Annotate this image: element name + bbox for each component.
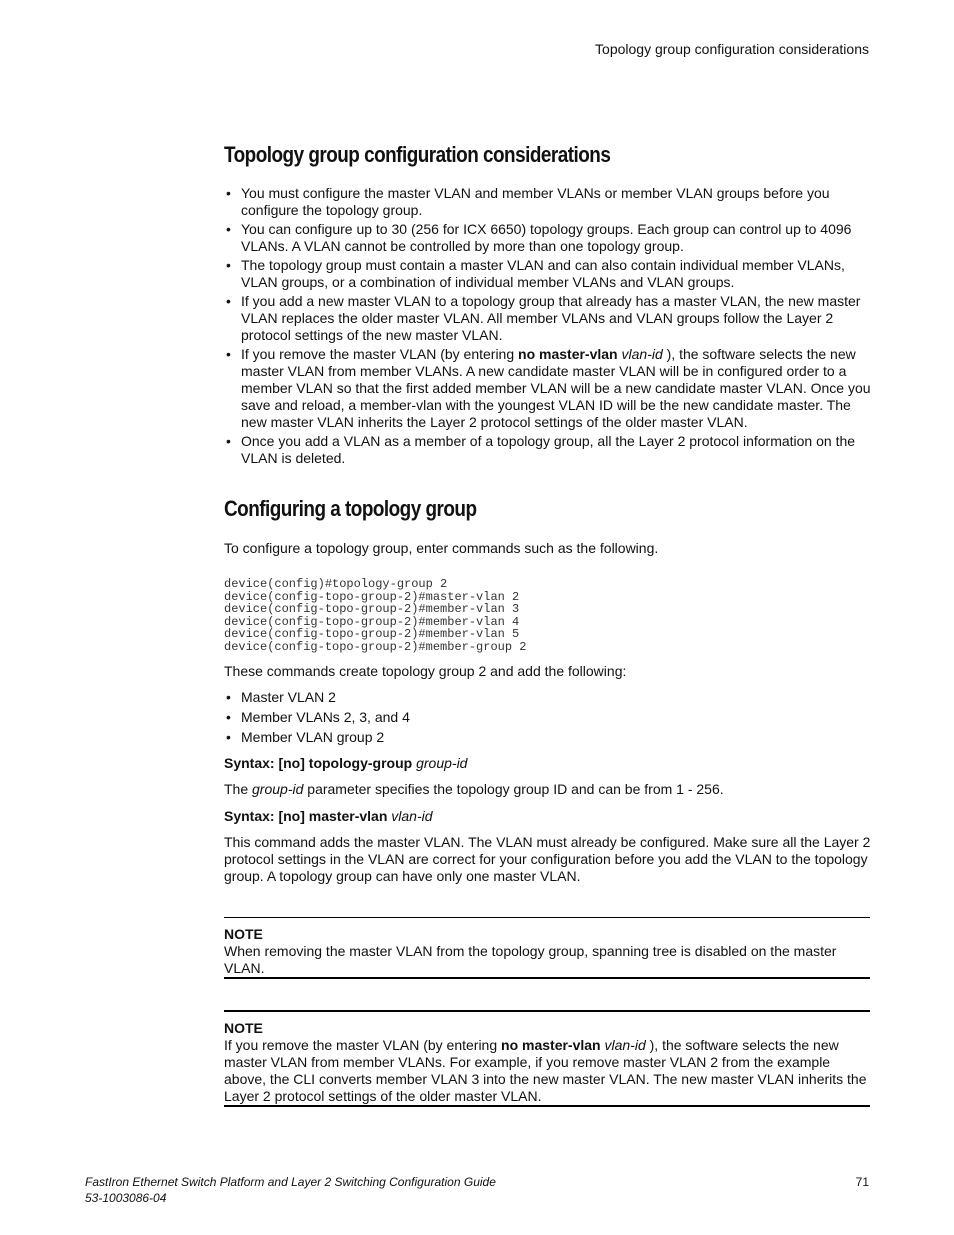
code-line: device(config-topo-group-2)#master-vlan 2: [224, 589, 520, 604]
running-header: Topology group configuration considerations: [595, 41, 869, 57]
footer-doc-number: 53-1003086-04: [85, 1191, 167, 1205]
considerations-list: [224, 185, 872, 467]
list-item: • Member VLAN group 2: [224, 729, 872, 746]
created-items-list: [224, 689, 872, 746]
syntax-master-vlan: [224, 808, 433, 825]
list-item-text: ), the software selects the new master VLAN from member VLANs. A new candidate master VLAN will be in configured order to a member VLAN so that the first added member VLAN will be a new candidate master VLAN. Once you save and reload, a member-vlan with the youngest VLAN ID will be the new candidate master. The new master VLAN inherits the Layer 2 protocol settings of the older master VLAN.: [241, 346, 871, 430]
list-item: • You must configure the master VLAN and member VLANs or member VLAN groups before you configure the topology group.: [224, 185, 872, 219]
note-top-rule: [224, 917, 870, 918]
syntax-command: Syntax: [no] master-vlan: [224, 808, 388, 824]
list-item: • The topology group must contain a master VLAN and can also contain individual member VLANs, VLAN groups, or a combination of individual member VLANs and VLAN groups.: [224, 257, 872, 291]
list-item: [224, 346, 872, 431]
note-title: NOTE: [224, 1020, 263, 1036]
command-argument: vlan-id: [621, 346, 663, 362]
command-name: no master-vlan: [501, 1037, 601, 1053]
code-line: device(config-topo-group-2)#member-vlan 5: [224, 627, 520, 641]
param-name: group-id: [252, 781, 304, 797]
note-title: NOTE: [224, 926, 263, 942]
param-text: parameter specifies the topology group ID and can be from 1 - 256.: [303, 781, 724, 797]
note-bottom-rule: [224, 1105, 870, 1107]
command-description: This command adds the master VLAN. The VLAN must already be configured. Make sure all the Layer 2 protocol settings in the VLAN are correct for your configuration before you add the VLAN to the topology group. A topology group can have only one master VLAN.: [224, 834, 871, 884]
command-name: no master-vlan: [518, 346, 618, 362]
list-item: • Member VLANs 2, 3, and 4: [224, 709, 872, 726]
section-title-configuring: Configuring a topology group: [224, 496, 477, 521]
list-item-text: If you remove the master VLAN (by entering: [241, 346, 519, 362]
syntax-command: Syntax: [no] topology-group: [224, 755, 413, 771]
param-text: The: [224, 781, 253, 797]
code-line: device(config-topo-group-2)#member-vlan 4: [224, 614, 520, 629]
list-item: • Master VLAN 2: [224, 689, 872, 706]
syntax-argument: vlan-id: [391, 808, 433, 824]
parameter-description: [224, 781, 872, 798]
code-line: device(config-topo-group-2)#member-group 2: [224, 639, 527, 654]
footer-page-number: 71: [855, 1175, 869, 1189]
note-text-segment: ), the software selects the new master VLAN from member VLANs. For example, if you remove master VLAN 2 from the example above, the CLI converts member VLAN 3 into the new master VLAN. The new master VLAN inherits the Layer 2 protocol settings of the older master VLAN.: [224, 1037, 867, 1104]
list-item: • You can configure up to 30 (256 for ICX 6650) topology groups. Each group can control up to 4096 VLANs. A VLAN cannot be controlled by more than one topology group.: [224, 221, 872, 255]
after-code-paragraph: These commands create topology group 2 and add the following:: [224, 663, 627, 679]
note-text: [224, 1037, 872, 1105]
note-top-rule: [224, 1010, 870, 1012]
list-item: • Once you add a VLAN as a member of a topology group, all the Layer 2 protocol information on the VLAN is deleted.: [224, 433, 872, 467]
note-box: [224, 926, 872, 977]
note-box: [224, 1020, 872, 1105]
intro-paragraph: To configure a topology group, enter commands such as the following.: [224, 540, 659, 556]
footer-guide-title: FastIron Ethernet Switch Platform and Layer 2 Switching Configuration Guide: [85, 1175, 496, 1189]
note-text-segment: If you remove the master VLAN (by entering: [224, 1037, 502, 1053]
code-line: device(config-topo-group-2)#member-vlan 3: [224, 602, 520, 616]
note-bottom-rule: [224, 977, 870, 979]
section-title-considerations: Topology group configuration considerations: [224, 142, 611, 167]
code-block: [224, 578, 526, 653]
syntax-topology-group: [224, 755, 467, 772]
note-text: When removing the master VLAN from the topology group, spanning tree is disabled on the master VLAN.: [224, 943, 837, 976]
syntax-argument: group-id: [416, 755, 468, 771]
code-line: device(config)#topology-group 2: [224, 577, 448, 591]
command-argument: vlan-id: [604, 1037, 646, 1053]
list-item: • If you add a new master VLAN to a topology group that already has a master VLAN, the new master VLAN replaces the older master VLAN. All member VLANs and VLAN groups follow the Layer 2 protocol settings of the new master VLAN.: [224, 293, 872, 344]
